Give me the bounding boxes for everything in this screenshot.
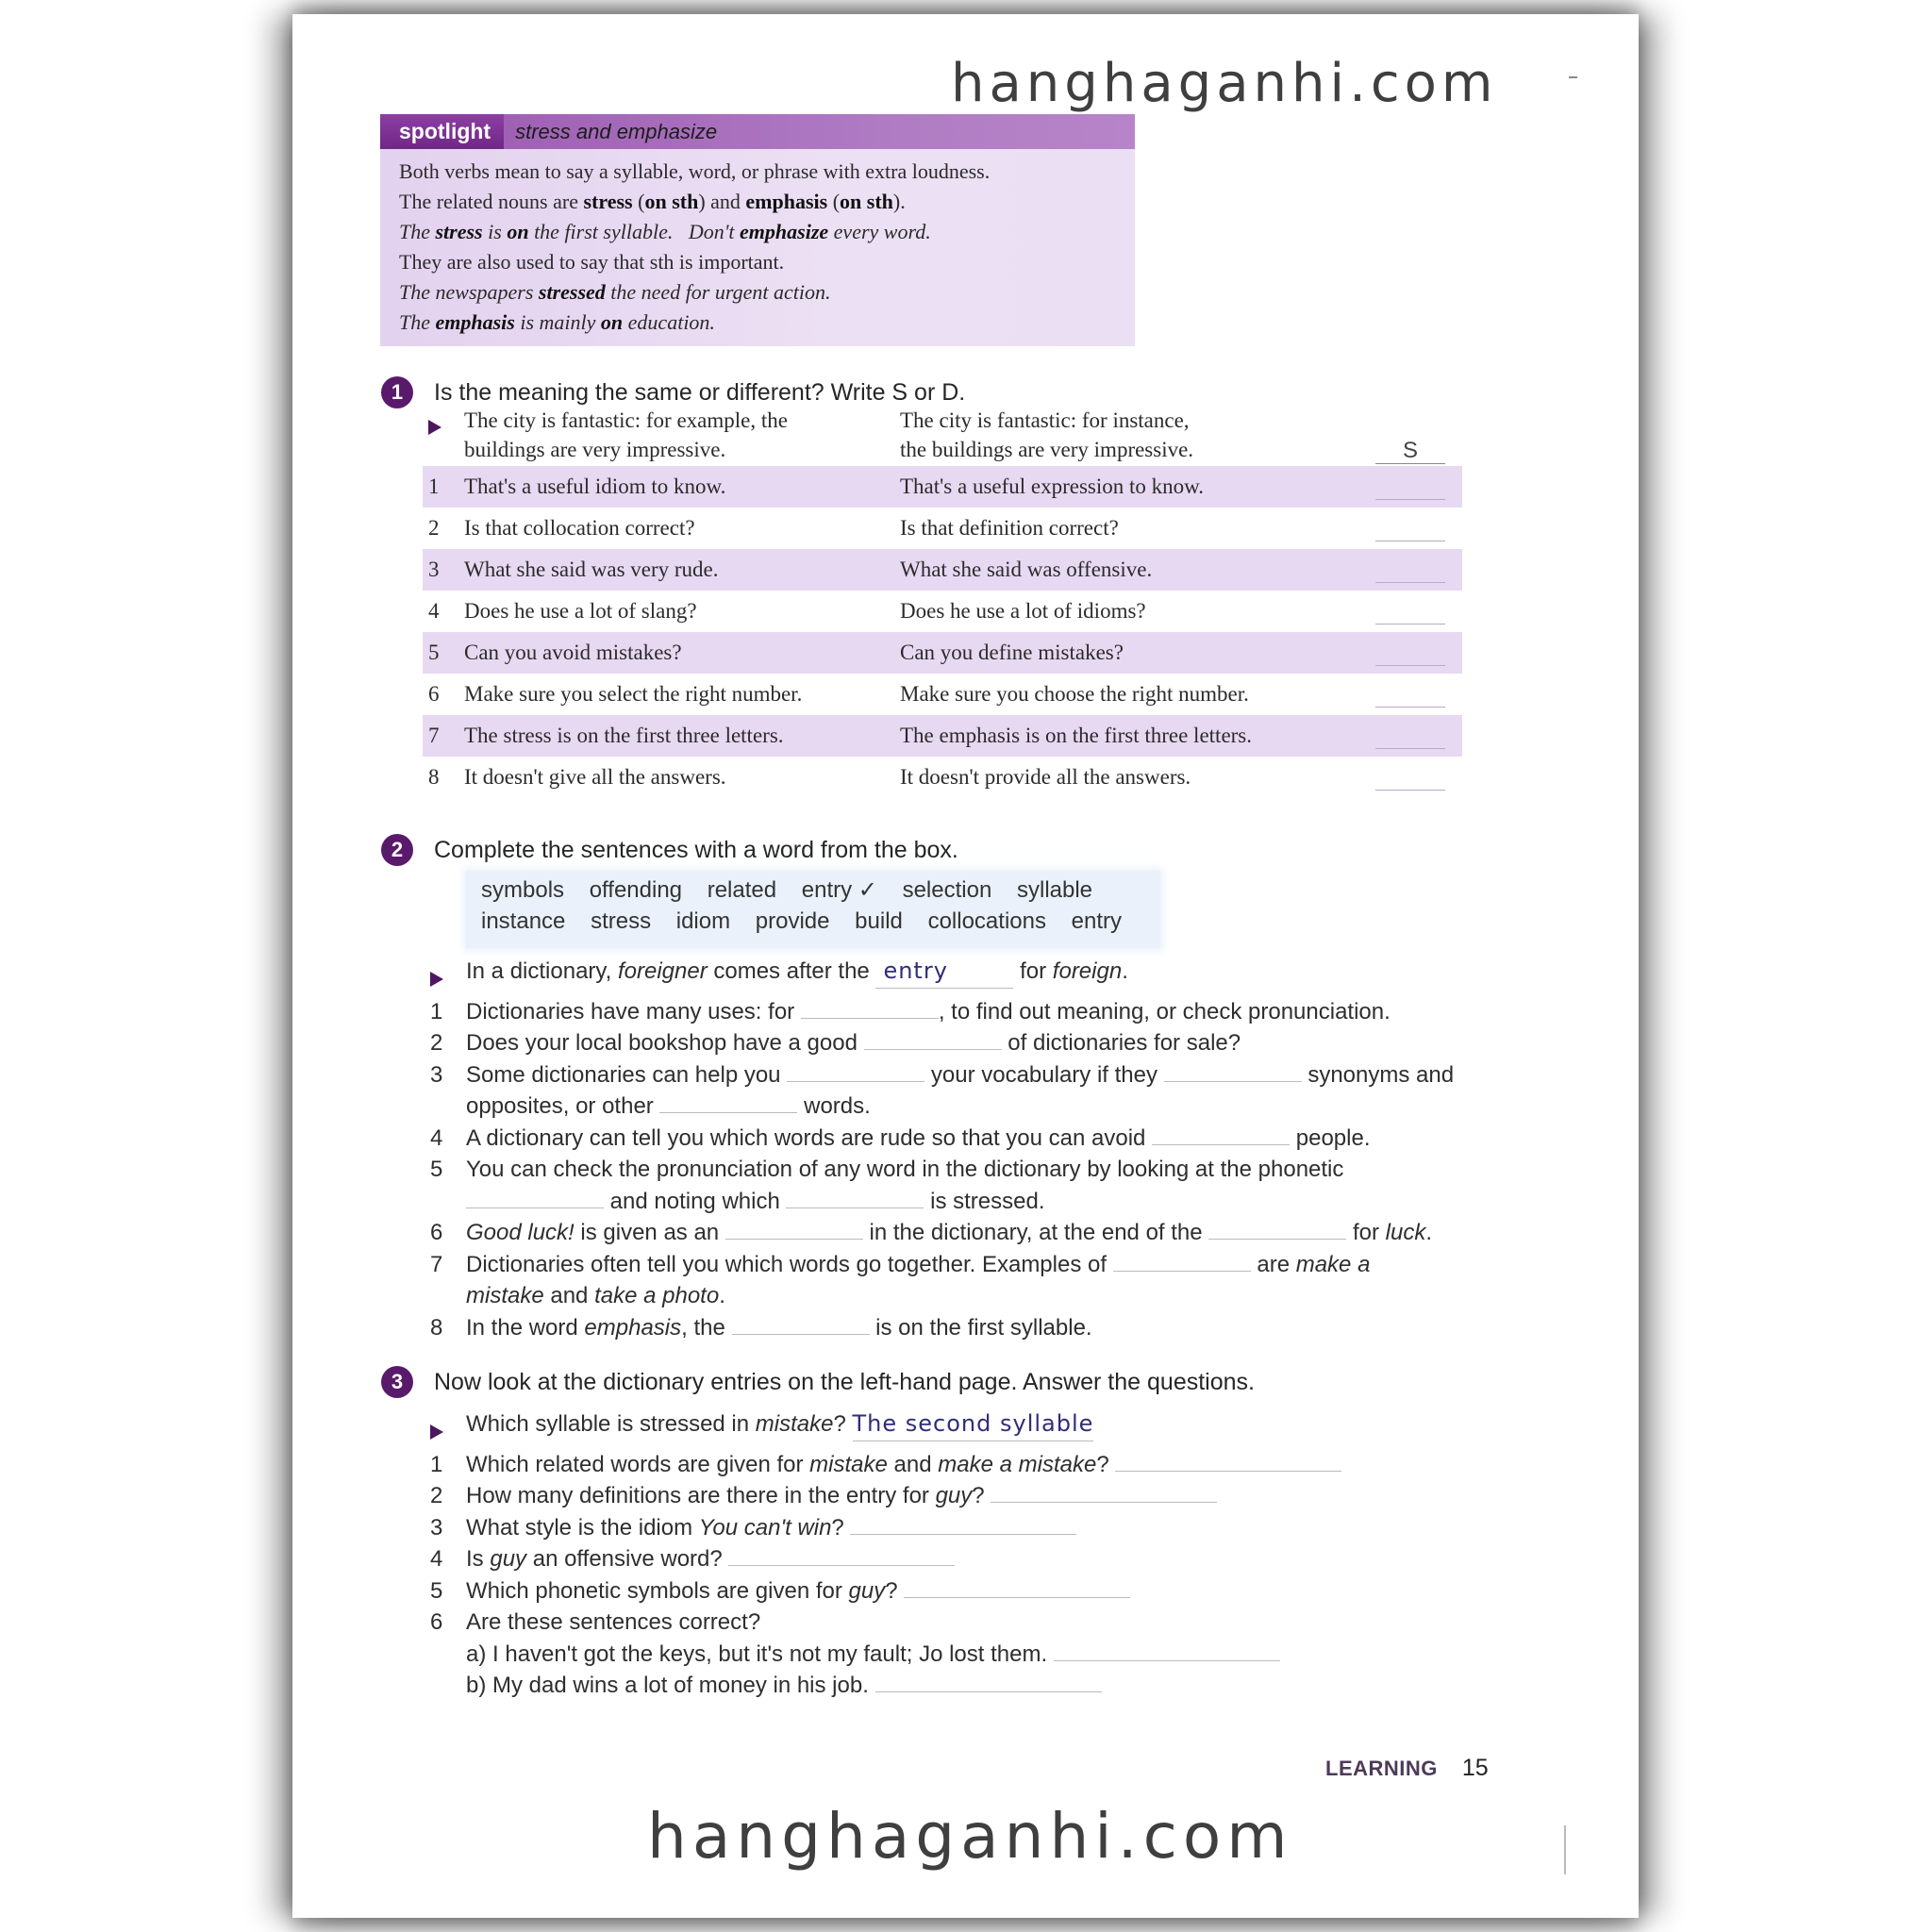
answer-field[interactable] bbox=[1375, 748, 1445, 749]
page-edge-line bbox=[1564, 1825, 1566, 1874]
answer-field[interactable] bbox=[1375, 499, 1445, 500]
exercise-3-list bbox=[423, 1408, 1489, 1702]
page-footer bbox=[1325, 1755, 1489, 1782]
list-item: 8 In the word emphasis, the is on the first syllable. bbox=[430, 1314, 1092, 1341]
list-item: 4 A dictionary can tell you which words are rude so that you can avoid people. bbox=[430, 1124, 1371, 1151]
answer-field[interactable] bbox=[1375, 790, 1445, 791]
word-box bbox=[466, 871, 1160, 948]
exercise-3-heading bbox=[381, 1366, 1255, 1398]
spotlight-box bbox=[380, 114, 1135, 346]
table-row: 3 What she said was very rude. What she said was offensive. bbox=[423, 549, 1462, 591]
spotlight-example: The emphasis is mainly on education. bbox=[399, 310, 715, 334]
answer-blank[interactable] bbox=[801, 999, 939, 1019]
word-chip-used: entry ✓ bbox=[801, 877, 877, 903]
list-item: 6 Are these sentences correct? bbox=[430, 1609, 761, 1635]
word-chip: related bbox=[707, 877, 777, 903]
table-row: 2 Is that collocation correct? Is that definition correct? bbox=[423, 508, 1462, 549]
word-box-row bbox=[481, 906, 1160, 937]
word-chip: symbols bbox=[481, 877, 565, 903]
exercise-1-heading bbox=[381, 376, 965, 408]
exercise-1-table bbox=[423, 406, 1462, 798]
answer-blank[interactable] bbox=[725, 1220, 863, 1240]
answer-blank[interactable] bbox=[991, 1483, 1217, 1503]
list-item: 5 You can check the pronunciation of any word in the dictionary by looking at the phonetic and noting which is stressed. bbox=[430, 1157, 1344, 1214]
word-chip: stress bbox=[591, 908, 652, 934]
answer-field[interactable] bbox=[1375, 624, 1445, 625]
list-item: 2 How many definitions are there in the entry for guy? bbox=[423, 1480, 1489, 1512]
answer-blank[interactable] bbox=[732, 1315, 870, 1335]
answer-blank[interactable] bbox=[864, 1030, 1002, 1050]
table-row: 5 Can you avoid mistakes? Can you define mistakes? bbox=[423, 632, 1462, 674]
answer-blank[interactable] bbox=[728, 1546, 955, 1566]
word-chip: collocations bbox=[927, 908, 1046, 934]
word-chip: idiom bbox=[675, 908, 731, 934]
corner-mark bbox=[1569, 76, 1577, 78]
spotlight-tag: spotlight bbox=[380, 114, 504, 149]
answer-blank[interactable] bbox=[466, 1189, 604, 1208]
table-row: 4 Does he use a lot of slang? Does he use a lot of idioms? bbox=[423, 591, 1462, 632]
list-item: 6 Good luck! is given as an in the dictionary, at the end of the for luck. bbox=[430, 1220, 1432, 1245]
word-chip: syllable bbox=[1016, 877, 1093, 903]
list-item: 4 Is guy an offensive word? bbox=[423, 1543, 1489, 1575]
list-item: a) I haven't got the keys, but it's not my fault; Jo lost them. bbox=[423, 1639, 1489, 1671]
word-chip: selection bbox=[902, 877, 992, 903]
exercise-title: Now look at the dictionary entries on the left-hand page. Answer the questions. bbox=[434, 1368, 1255, 1395]
page-number: 15 bbox=[1461, 1755, 1489, 1781]
answer-blank[interactable] bbox=[1113, 1252, 1251, 1272]
word-chip: offending bbox=[589, 877, 683, 903]
answer-field[interactable]: S bbox=[1375, 439, 1445, 464]
section-label: LEARNING bbox=[1325, 1757, 1438, 1780]
answer-blank[interactable] bbox=[1164, 1062, 1302, 1082]
exercise-number-badge: 1 bbox=[381, 376, 413, 408]
answer-field[interactable] bbox=[1375, 582, 1445, 583]
answer-blank[interactable] bbox=[875, 1673, 1102, 1692]
list-item: 1 Dictionaries have many uses: for , to find out meaning, or check pronunciation. bbox=[430, 998, 1391, 1024]
list-item: 1 Which related words are given for mistake and make a mistake? bbox=[423, 1449, 1489, 1481]
answer-blank[interactable] bbox=[659, 1093, 797, 1113]
play-triangle-icon bbox=[423, 406, 464, 442]
list-item: 7 Dictionaries often tell you which words go together. Examples of are make a mistake and take a photo. bbox=[430, 1251, 1371, 1308]
answer-blank[interactable] bbox=[904, 1578, 1130, 1598]
example-item: Which syllable is stressed in mistake? The second syllable bbox=[423, 1408, 1489, 1449]
exercise-2-list bbox=[423, 956, 1489, 1343]
word-chip: provide bbox=[755, 908, 830, 934]
spotlight-line: The related nouns are stress (on sth) and emphasis (on sth). bbox=[399, 190, 906, 213]
spotlight-body bbox=[380, 149, 1135, 338]
answer-blank[interactable] bbox=[1208, 1220, 1346, 1240]
answer-blank[interactable] bbox=[786, 1189, 924, 1208]
spotlight-example: The newspapers stressed the need for urgent action. bbox=[399, 280, 831, 304]
exercise-2-heading bbox=[381, 834, 958, 866]
play-triangle-icon bbox=[423, 956, 466, 996]
spotlight-header bbox=[380, 114, 1135, 149]
answer-field[interactable]: entry bbox=[875, 956, 1013, 989]
answer-field[interactable] bbox=[1375, 665, 1445, 666]
list-item: 3 What style is the idiom You can't win? bbox=[423, 1512, 1489, 1544]
exercise-title: Is the meaning the same or different? Write S or D. bbox=[434, 378, 966, 406]
answer-blank[interactable] bbox=[1054, 1641, 1280, 1661]
word-chip: entry bbox=[1071, 908, 1122, 934]
exercise-title: Complete the sentences with a word from the box. bbox=[434, 836, 958, 863]
table-row: 7 The stress is on the first three letters. The emphasis is on the first three letters. bbox=[423, 715, 1462, 757]
word-chip: build bbox=[855, 908, 903, 934]
answer-field[interactable]: The second syllable bbox=[853, 1408, 1094, 1441]
word-chip: instance bbox=[481, 908, 566, 934]
list-item: b) My dad wins a lot of money in his job. bbox=[423, 1670, 1489, 1702]
spotlight-title: stress and emphasize bbox=[515, 119, 718, 143]
table-row: 8 It doesn't give all the answers. It doesn't provide all the answers. bbox=[423, 757, 1462, 798]
word-box-row bbox=[481, 874, 1160, 906]
watermark-bottom: hanghaganhi.com bbox=[647, 1800, 1293, 1873]
answer-blank[interactable] bbox=[1152, 1125, 1290, 1145]
list-item: 5 Which phonetic symbols are given for guy? bbox=[423, 1575, 1489, 1607]
table-row: 6 Make sure you select the right number. Make sure you choose the right number. bbox=[423, 674, 1462, 715]
exercise-number-badge: 2 bbox=[381, 834, 413, 866]
answer-blank[interactable] bbox=[787, 1062, 924, 1082]
list-item: 2 Does your local bookshop have a good of dictionaries for sale? bbox=[430, 1030, 1241, 1056]
example-item: In a dictionary, foreigner comes after the entry for foreign. bbox=[423, 956, 1489, 996]
play-triangle-icon bbox=[423, 1408, 466, 1449]
spotlight-line: Both verbs mean to say a syllable, word, or phrase with extra loudness. bbox=[399, 159, 991, 183]
answer-field[interactable] bbox=[1375, 707, 1445, 708]
watermark-top: hanghaganhi.com bbox=[951, 53, 1498, 114]
exercise-number-badge: 3 bbox=[381, 1366, 413, 1398]
table-row: 1 That's a useful idiom to know. That's a useful expression to know. bbox=[423, 466, 1462, 508]
spotlight-example: The stress is on the first syllable. Don't emphasize every word. bbox=[399, 220, 931, 243]
example-row: The city is fantastic: for example, the buildings are very impressive. The city is fantastic: for instance, the buildings are very impressive. S bbox=[423, 406, 1462, 466]
answer-blank[interactable] bbox=[850, 1515, 1076, 1535]
answer-blank[interactable] bbox=[1115, 1452, 1341, 1472]
list-item: 3 Some dictionaries can help you your vocabulary if they synonyms and opposites, or other words. bbox=[430, 1061, 1455, 1119]
spotlight-line: They are also used to say that sth is important. bbox=[399, 250, 785, 274]
